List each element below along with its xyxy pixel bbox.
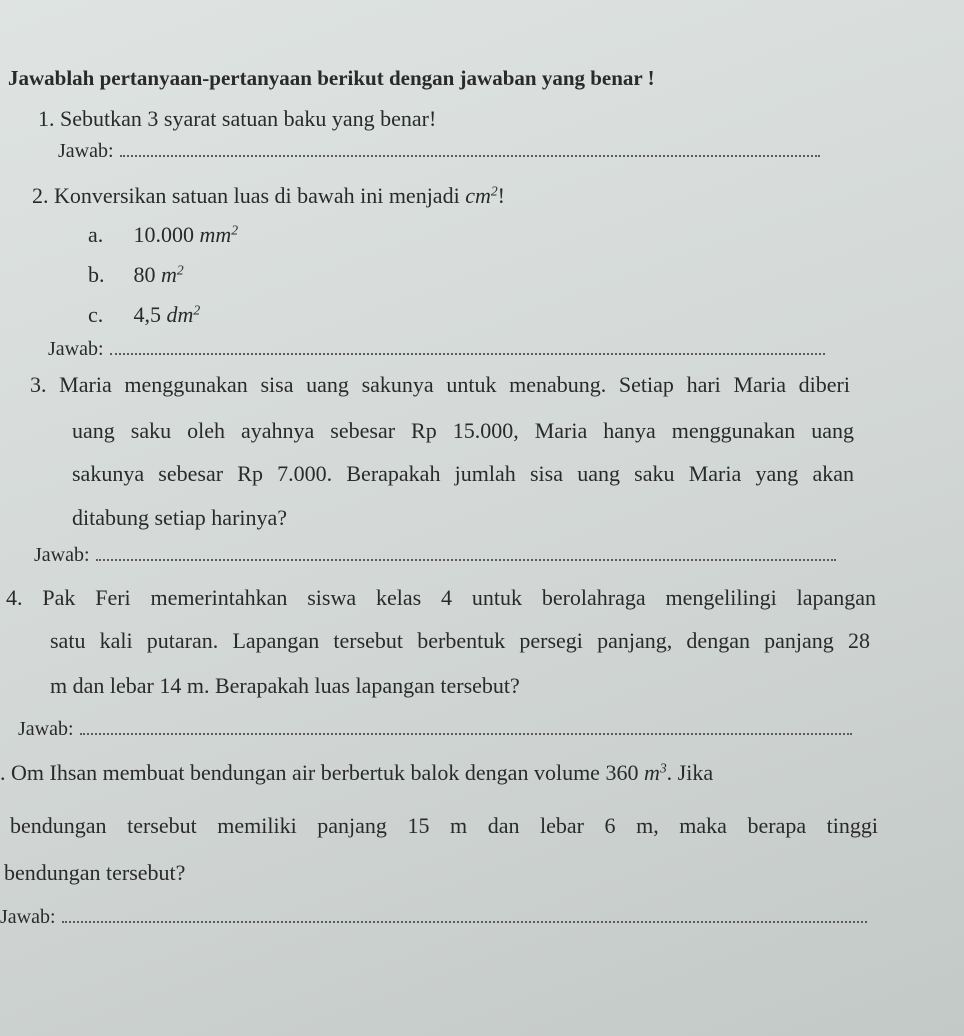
answer-dotted-line xyxy=(62,920,867,923)
answer-dotted-line xyxy=(96,558,836,561)
option-a-label: a. xyxy=(88,222,104,247)
question-5-volume: 360 $m^3$ xyxy=(605,760,667,785)
answer-label: Jawab: xyxy=(0,906,56,928)
question-4-line-3: m dan lebar 14 m. Berapakah luas lapangan tersebut? xyxy=(50,673,520,698)
question-3-line-4: ditabung setiap harinya? xyxy=(72,505,288,530)
answer-line-1 xyxy=(58,140,820,163)
answer-dotted-line xyxy=(80,732,852,735)
question-2-end: ! xyxy=(497,183,505,208)
question-5-line-1 xyxy=(0,760,713,786)
option-b-label: b. xyxy=(88,262,105,287)
answer-label: Jawab: xyxy=(48,338,104,360)
answer-dotted-line xyxy=(120,154,820,157)
answer-label: Jawab: xyxy=(34,544,90,566)
question-3-line-3: sakunya sebesar Rp 7.000. Berapakah jumlah sisa uang saku Maria yang akan xyxy=(72,461,854,486)
option-a xyxy=(88,222,238,248)
question-1: 1. Sebutkan 3 syarat satuan baku yang benar! xyxy=(38,106,437,131)
option-b xyxy=(88,262,184,288)
question-4-line-1: 4. Pak Feri memerintahkan siswa kelas 4 untuk berolahraga mengelilingi lapangan xyxy=(6,585,876,610)
question-5-line-3: bendungan tersebut? xyxy=(4,860,186,885)
question-5-line-2: bendungan tersebut memiliki panjang 15 m dan lebar 6 m, maka berapa tinggi xyxy=(10,813,878,838)
answer-label: Jawab: xyxy=(58,140,114,162)
answer-line-2 xyxy=(48,338,825,361)
question-5-text-start: . Om Ihsan membuat bendungan air berbertuk balok dengan volume xyxy=(0,760,600,785)
question-4-line-2: satu kali putaran. Lapangan tersebut berbentuk persegi panjang, dengan panjang 28 xyxy=(50,628,870,653)
answer-line-4 xyxy=(18,718,852,741)
answer-line-3 xyxy=(34,544,836,567)
instruction-heading: Jawablah pertanyaan-pertanyaan berikut dengan jawaban yang benar ! xyxy=(8,66,655,90)
answer-label: Jawab: xyxy=(18,718,74,740)
question-3-line-1: 3. Maria menggunakan sisa uang sakunya untuk menabung. Setiap hari Maria diberi xyxy=(30,372,850,397)
option-c-value: 4,5 $dm^2$ xyxy=(133,302,201,327)
answer-dotted-line xyxy=(110,352,825,355)
question-2-unit: $cm^2$ xyxy=(465,183,498,208)
question-3-line-2: uang saku oleh ayahnya sebesar Rp 15.000, Maria hanya menggunakan uang xyxy=(72,418,854,443)
option-a-value: 10.000 $mm^2$ xyxy=(133,222,239,247)
answer-line-5 xyxy=(0,906,867,929)
question-2-text: 2. Konversikan satuan luas di bawah ini menjadi xyxy=(32,183,460,208)
option-b-value: 80 $m^2$ xyxy=(133,262,184,287)
question-2 xyxy=(32,183,505,209)
option-c xyxy=(88,302,200,328)
option-c-label: c. xyxy=(88,302,104,327)
question-5-text-end: . Jika xyxy=(666,760,714,785)
